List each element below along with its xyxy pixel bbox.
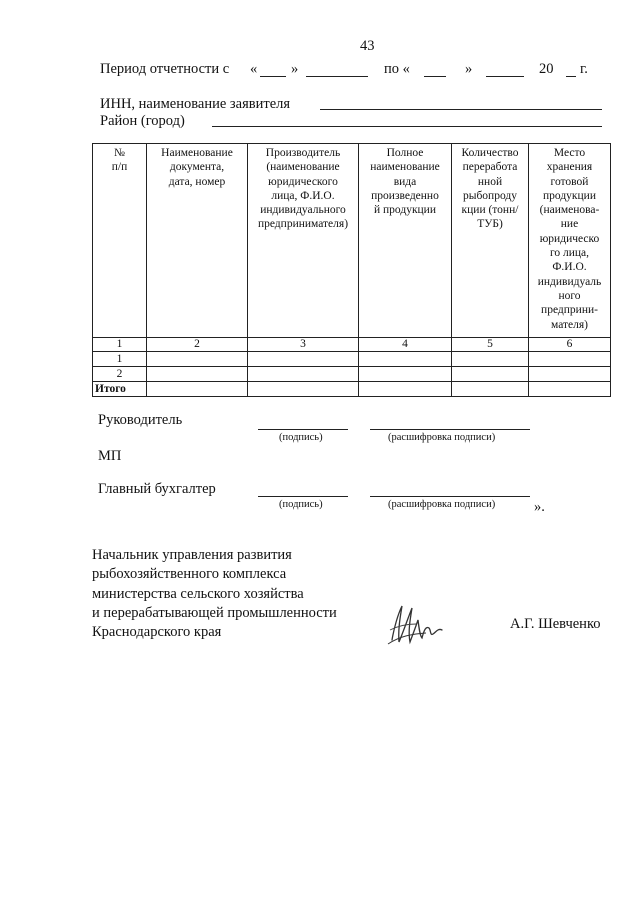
table-cell[interactable]	[147, 382, 248, 397]
period-open-quote: «	[250, 61, 258, 77]
table-cell[interactable]	[452, 352, 529, 367]
table-cell[interactable]	[248, 382, 359, 397]
head-label: Руководитель	[98, 412, 183, 428]
table-cell[interactable]	[529, 367, 611, 382]
table-row	[93, 352, 611, 367]
district-field[interactable]	[212, 126, 602, 127]
head-signature-caption: (подпись)	[279, 432, 323, 443]
column-number: 3	[248, 338, 359, 352]
accountant-signature-caption: (подпись)	[279, 499, 323, 510]
signatory-title-line: министерства сельского хозяйства	[92, 585, 304, 602]
total-row	[93, 382, 611, 397]
accountant-decoding-field[interactable]	[370, 496, 530, 497]
period-close-quote-2: »	[465, 61, 473, 77]
table-cell[interactable]	[147, 352, 248, 367]
head-signature-field[interactable]	[258, 429, 348, 430]
table-cell[interactable]	[248, 367, 359, 382]
header-document: Наименование документа, дата, номер	[147, 144, 248, 338]
accountant-label: Главный бухгалтер	[98, 481, 216, 497]
stamp-label: МП	[98, 448, 122, 464]
inn-field[interactable]	[320, 109, 602, 110]
column-number: 6	[529, 338, 611, 352]
period-day-to-field[interactable]	[424, 76, 446, 77]
handwritten-signature	[386, 600, 448, 648]
accountant-decoding-caption: (расшифровка подписи)	[388, 499, 496, 510]
period-day-from-field[interactable]	[260, 76, 286, 77]
head-decoding-caption: (расшифровка подписи)	[388, 432, 496, 443]
header-storage-place: Место хранения готовой продукции (наименова- ние юридическо го лица, Ф.И.О. индивидуаль ного предприни- мателя)	[529, 144, 611, 338]
table-header-row	[93, 144, 611, 338]
district-label: Район (город)	[100, 113, 185, 129]
header-quantity: Количество переработа нной рыбопроду кции (тонн/ ТУБ)	[452, 144, 529, 338]
table-cell[interactable]	[147, 367, 248, 382]
total-label: Итого	[93, 382, 147, 397]
page-number: 43	[360, 38, 375, 54]
column-number: 1	[93, 338, 147, 352]
table-cell[interactable]	[248, 352, 359, 367]
header-product-name: Полное наименование вида произведенно й продукции	[359, 144, 452, 338]
signatory-title-line: Начальник управления развития	[92, 547, 292, 563]
table-cell[interactable]	[359, 382, 452, 397]
column-number-row	[93, 338, 611, 352]
signatory-title-line: рыбохозяйственного комплекса	[92, 566, 287, 583]
column-number: 5	[452, 338, 529, 352]
period-to-label: по «	[384, 61, 410, 77]
table-cell[interactable]	[452, 367, 529, 382]
header-number: № п/п	[93, 144, 147, 338]
signatory-title	[92, 546, 337, 642]
period-close-quote: »	[291, 61, 299, 77]
period-month-from-field[interactable]	[306, 76, 368, 77]
inn-label: ИНН, наименование заявителя	[100, 96, 291, 112]
table-cell[interactable]	[359, 367, 452, 382]
header-producer: Производитель (наименование юридического лица, Ф.И.О. индивидуального предпринимателя)	[248, 144, 359, 338]
table-cell[interactable]	[529, 382, 611, 397]
signatory-title-line: Краснодарского края	[92, 624, 222, 641]
row-number: 1	[93, 352, 147, 367]
table-cell[interactable]	[529, 352, 611, 367]
table-row	[93, 367, 611, 382]
period-month-to-field[interactable]	[486, 76, 524, 77]
table-cell[interactable]	[452, 382, 529, 397]
row-number: 2	[93, 367, 147, 382]
report-table	[92, 143, 611, 397]
table-cell[interactable]	[359, 352, 452, 367]
period-year-suffix: г.	[580, 61, 588, 77]
period-year-prefix: 20	[539, 61, 554, 77]
column-number: 4	[359, 338, 452, 352]
head-decoding-field[interactable]	[370, 429, 530, 430]
signatory-name: А.Г. Шевченко	[510, 616, 601, 632]
column-number: 2	[147, 338, 248, 352]
signatory-title-line: и перерабатывающей промышленности	[92, 604, 337, 621]
closing-quote: ».	[534, 499, 545, 515]
accountant-signature-field[interactable]	[258, 496, 348, 497]
period-year-field[interactable]	[566, 76, 576, 77]
period-label: Период отчетности с	[100, 61, 230, 77]
